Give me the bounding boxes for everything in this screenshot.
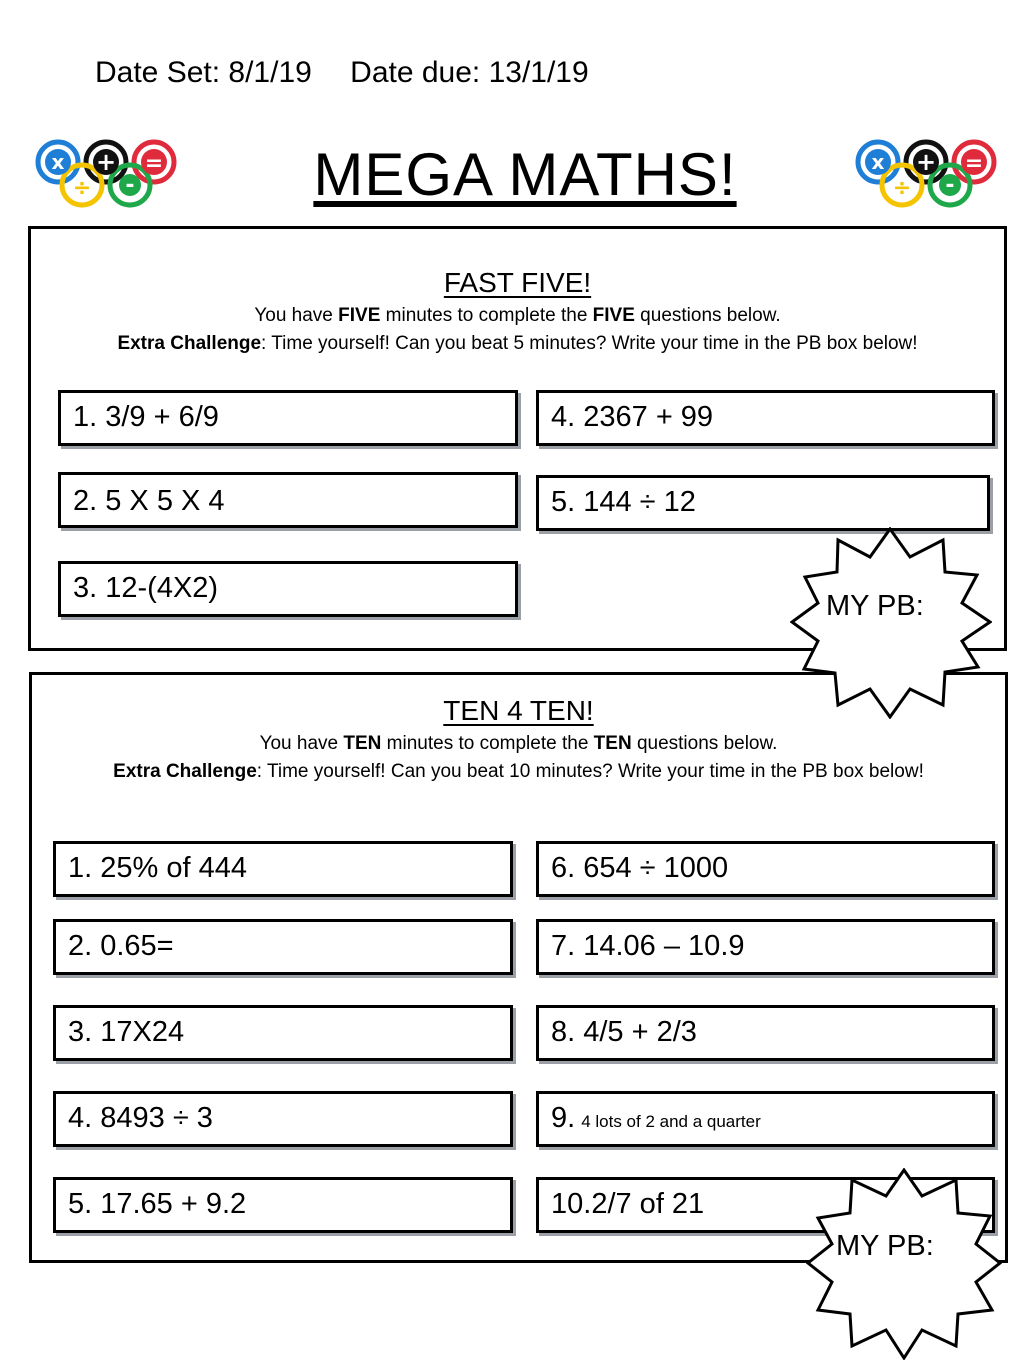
times-symbol: x xyxy=(871,150,885,174)
question-box[interactable]: 4. 8493 ÷ 3 xyxy=(53,1091,513,1147)
ten-4-ten-instructions: You have TEN minutes to complete the TEN questions below. xyxy=(259,733,778,754)
question-box[interactable]: 10.2/7 of 21 xyxy=(536,1177,995,1233)
divide-symbol: ÷ xyxy=(72,176,92,201)
minus-symbol: - xyxy=(125,173,135,198)
times-symbol: x xyxy=(51,150,65,174)
pb-star-icon xyxy=(806,1168,1002,1360)
date-set: Date Set: 8/1/19 xyxy=(95,56,312,89)
ten-4-ten-challenge: Extra Challenge: Time yourself! Can you beat 10 minutes? Write your time in the PB box below! xyxy=(113,761,924,782)
fast-five-instructions: You have FIVE minutes to complete the FIVE questions below. xyxy=(254,305,781,326)
question-text: 4 lots of 2 and a quarter xyxy=(581,1112,761,1131)
fast-five-header xyxy=(31,267,1004,355)
question-box[interactable] xyxy=(536,1091,995,1147)
question-number: 9. xyxy=(551,1102,576,1134)
question-box[interactable]: 3. 12-(4X2) xyxy=(58,561,518,617)
fast-five-title: FAST FIVE! xyxy=(443,267,592,298)
question-box[interactable]: 6. 654 ÷ 1000 xyxy=(536,841,995,897)
question-box[interactable]: 5. 144 ÷ 12 xyxy=(536,475,990,531)
question-box[interactable]: 7. 14.06 – 10.9 xyxy=(536,919,995,975)
ten-4-ten-title: TEN 4 TEN! xyxy=(443,695,594,726)
pb-label[interactable]: MY PB: xyxy=(836,1230,934,1262)
question-box[interactable]: 2. 0.65= xyxy=(53,919,513,975)
question-box[interactable]: 1. 3/9 + 6/9 xyxy=(58,390,518,446)
question-box[interactable]: 8. 4/5 + 2/3 xyxy=(536,1005,995,1061)
question-box[interactable]: 2. 5 X 5 X 4 xyxy=(58,472,518,528)
divide-symbol: ÷ xyxy=(892,176,912,201)
plus-symbol: + xyxy=(95,148,117,176)
question-box[interactable]: 5. 17.65 + 9.2 xyxy=(53,1177,513,1233)
question-box[interactable]: 4. 2367 + 99 xyxy=(536,390,995,446)
pb-star-icon xyxy=(790,527,992,719)
date-due: Date due: 13/1/19 xyxy=(350,56,589,89)
plus-symbol: + xyxy=(915,148,937,176)
minus-symbol: - xyxy=(945,173,955,198)
question-box[interactable]: 3. 17X24 xyxy=(53,1005,513,1061)
page-title: MEGA MATHS! xyxy=(313,141,737,208)
equals-symbol: = xyxy=(144,151,164,176)
equals-symbol: = xyxy=(964,151,984,176)
pb-label[interactable]: MY PB: xyxy=(826,590,924,622)
date-line xyxy=(95,56,589,90)
fast-five-challenge: Extra Challenge: Time yourself! Can you beat 5 minutes? Write your time in the PB box below! xyxy=(117,333,918,354)
question-box[interactable]: 1. 25% of 444 xyxy=(53,841,513,897)
